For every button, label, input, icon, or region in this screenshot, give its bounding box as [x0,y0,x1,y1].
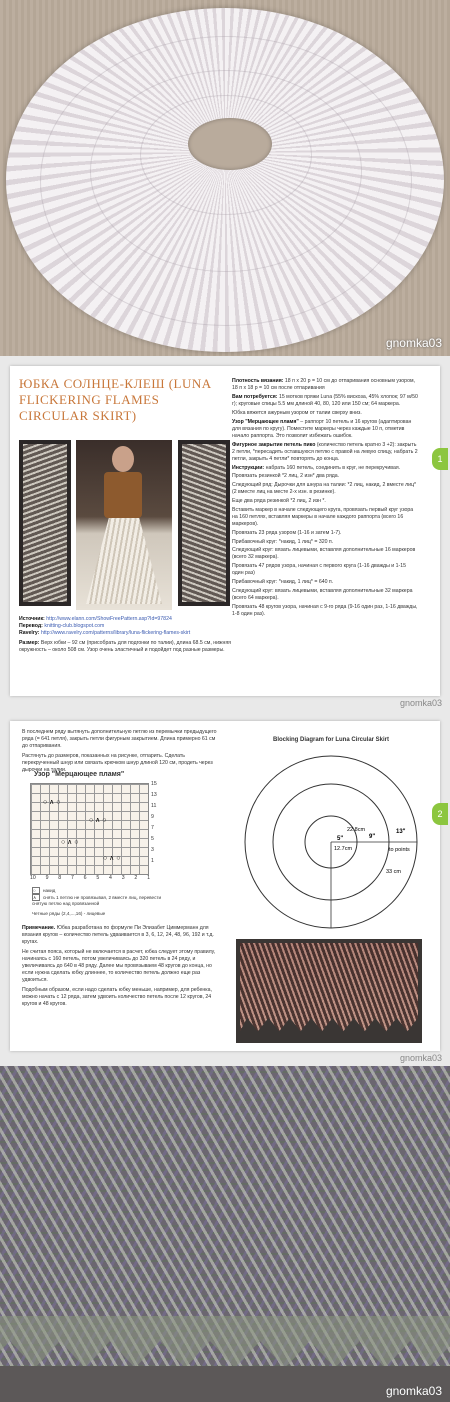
intro-text: В последнем ряду вытянуть дополнительную петлю из перемычки предыдущего ряда (= 641 петля), закрыть петли фигурным закрытием. Длина примерно 61 см до отпаривания. Растянуть до размеров, показанных на рисунке, отпарить. Сделать перекрученный шнур или связать крючком шнур длиной 120 см, продеть через дырочки на талии. [22,729,217,774]
instruction-paragraph: Инструкции: набрать 160 петель, соединить в круг, не перекручивая. [232,464,401,471]
row-number: 13 [151,792,157,798]
dim-c: 12.7cm [334,846,353,852]
lace-edge-photo [236,939,422,1043]
row-number: 9 [151,814,154,820]
instruction-paragraph: Прибавочный круг: *накид, 1 лиц* = 640 п. [232,579,334,586]
row-number: 3 [151,847,154,853]
watermark: gnomka03 [385,1384,442,1398]
instruction-paragraph: Провязать 23 ряда узором (1-16 и затем 1-7). [232,529,342,536]
column-number: 4 [109,875,112,881]
column-number: 10 [30,875,36,881]
dim-f: to points [389,847,410,853]
page-title: ЮБКА СОЛНЦЕ-КЛЕШ (LUNA FLICKERING FLAMES CIRCULAR SKIRT) [19,376,211,423]
instruction-paragraph: Фигурное закрытие петель пико (количество петель кратно 3 +2): закрыть 2 петли, *пересадить оставшуюся петлю с правой на левую спицу, набрать 2 петли, закрыть 4 петли* повторять до конца. [232,441,418,463]
row-number: 11 [151,803,157,809]
knitting-chart: ○ ∧ ○ ○ ∧ ○ ○ ∧ ○ ○ ∧ ○ [30,783,149,875]
instruction-paragraph: Плотность вязания: 18 п x 20 р = 10 см до отпаривания основным узором, 18 п x 18 р = 10 см после отпаривания [232,378,415,392]
instruction-paragraph: Вставить маркер в начале следующего круга, провязать первый круг узора на 160 петлях, вставляя маркеры в начале каждого раппорта (всего 16 маркеров). [232,506,414,528]
lace-skirt-photo [0,0,450,356]
column-number: 7 [70,875,74,881]
watermark: gnomka03 [399,1053,442,1063]
table-surface [0,1366,450,1402]
translation-link[interactable]: knitting-club.blogspot.com [44,623,105,630]
dim-g: 33 cm [386,869,401,875]
row-number: 1 [151,858,154,864]
yarn-closeup-photo [0,1066,450,1402]
size-line: Размер: Верх юбки – 92 см (присобрать для подгонки по талии), длина 68.5 см, нижняя окружность – около 508 см. Узор очень эластичный и подойдет под разные размеры. [19,639,231,653]
pattern-page-1 [0,356,450,711]
waist-opening [188,118,272,170]
blocking-diagram [236,745,426,935]
instructions-column [232,378,418,620]
ravelry-line: Ravelry: http://www.ravelry.com/patterns/library/luna-flickering-flames-skirt [19,630,191,637]
instruction-paragraph: Провязать 48 кругов узора, начиная с 9-го ряда (9-16 один раз, 1-16 дважды, 1-8 один раз). [232,603,418,617]
page-tab[interactable]: 2 [432,803,448,825]
dim-d: 9" [369,834,376,840]
pattern-page-2 [0,711,450,1066]
edge-points [0,1316,450,1368]
column-number: 2 [134,875,138,881]
dim-a: 22.8cm [347,827,366,833]
row-number: 5 [151,836,154,842]
column-number: 9 [45,875,49,881]
row-numbers [151,781,165,869]
column-number: 5 [96,875,100,881]
instruction-paragraph: Узор "Мерцающее пламя" – раппорт 10 петель и 16 кругов (адаптирован для вязания по кругу). Поместите маркеры через каждые 10 п, отметив начало раппорта. Это позволит избежать ошибок. [232,418,412,439]
lace-detail-thumbnail [178,440,230,606]
instruction-paragraph: Провязать резинкой *2 лиц, 2 изн* два ряда. [232,473,340,480]
instruction-paragraph: Еще два ряда резинкой *2 лиц, 2 изн *. [232,498,326,505]
lace-chart-thumbnail [19,440,71,606]
column-number: 1 [147,875,150,881]
note-text: Примечание. Юбка разработана по формуле Пи Элизабет Циммерманн для вязания кругов – количество петель удваивается в 3, 6, 12, 24, 48, 96, 192 и т.д. кругах. Не считая пояса, который не включается в расчет, юбка следует этому правилу, начинаясь с 160 петель, потом увеличиваясь до 320 петель в 24 ряду, и увеличиваясь до 640 в 48 ряду. Далее мы провязываем 48 кругов до конца, но если нужна сделать юбку длиннее, то количество петель должно еще раз удвоиться. Подобным образом, если надо сделать юбку меньше, например, для ребенка, можно начать с 12 ряда, затем удвоить количество петель после 12 кругов, 24 кругов и 48 кругов. [22,925,216,1008]
row-number: 7 [151,825,154,831]
model-photo [76,440,172,610]
instruction-paragraph: Следующий круг: вязать лицевыми, вставляя дополнительные 16 маркеров (всего 32 маркера). [232,547,416,561]
column-number: 8 [58,875,62,881]
column-number: 3 [121,875,125,881]
diagram-title: Blocking Diagram for Luna Circular Skirt [272,737,390,743]
page-sheet [10,366,440,696]
dim-e: 13" [396,829,406,835]
ravelry-link[interactable]: http://www.ravelry.com/patterns/library/luna-flickering-flames-skirt [40,630,191,637]
source-link[interactable]: http://www.elann.com/ShowFreePattern.asp?Id=97824 [46,616,172,622]
page-tab[interactable]: 1 [432,448,448,470]
watermark: gnomka03 [385,336,442,350]
instruction-paragraph: Вам потребуется: 15 мотков пряжи Luna (55% вискоза, 45% хлопок; 97 м/50 г); круговые спицы 5.5 мм длиной 40, 80, 120 или 150 см; 64 маркера. [232,393,418,408]
dim-b: 5" [337,836,344,842]
chart-legend: ○ накид ∧ снять 1 петлю не провязывая, 2 вместе лиц, перевести снятую петлю над провязанной Четные ряды (2,4,...,16) - лицевые [32,888,162,916]
instruction-paragraph: Провязать 47 рядов узора, начиная с первого круга (1-16 дважды и 1-15 один раз) [232,563,406,577]
column-number: 6 [83,875,87,881]
page-sheet [10,721,440,1051]
instruction-paragraph: Прибавочный круг: *накид, 1 лиц* = 320 п. [232,538,334,545]
instruction-paragraph: Юбка вяжется ажурным узором от талии сверху вниз. [232,409,362,416]
source-links [19,616,231,654]
watermark: gnomka03 [399,698,442,708]
instruction-paragraph: Следующий ряд: Дырочки для шнура на талии: *2 лиц, накид, 2 вместе лиц* (2 вместе лиц на месте 2-х изн. в резинке). [232,482,417,496]
column-numbers [30,875,150,882]
row-number: 15 [151,781,157,787]
translation-line: Перевод: knitting-club.blogspot.com [19,623,105,630]
source-line: Источник: http://www.elann.com/ShowFreePattern.asp?Id=97824 [19,616,172,622]
chart-title: Узор "Мерцающее пламя" [34,771,125,778]
instruction-paragraph: Следующий круг: вязать лицевыми, вставляя дополнительные 32 маркера (всего 64 маркера). [232,587,413,601]
